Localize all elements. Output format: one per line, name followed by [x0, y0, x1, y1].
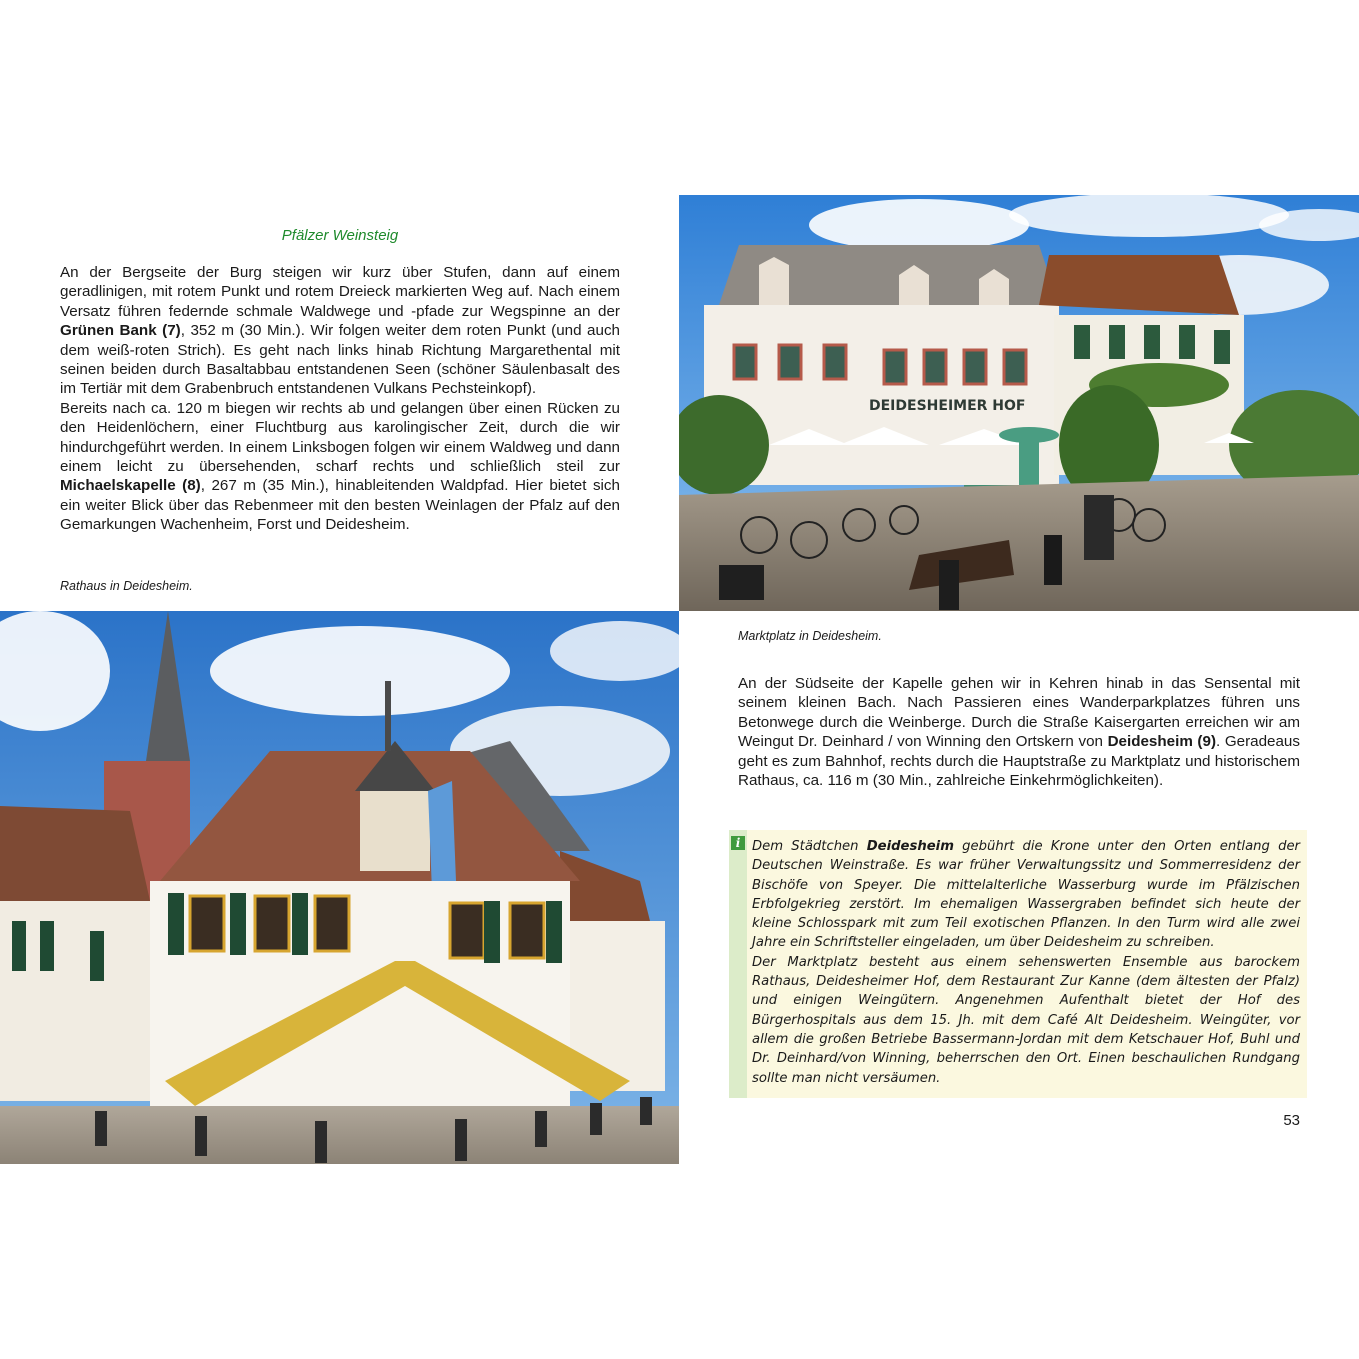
left-paragraph: An der Bergseite der Burg steigen wir kurz über Stufen, dann auf einem geradlinigen, mit rotem Punkt und rotem Dreieck markierten Weg auf. Nach einem Versatz führen federnde schmale Waldwege und -pfade zur Wegspinne an der Grünen Bank (7), 352 m (30 Min.). Wir folgen weiter dem roten Punkt (und auch dem weiß-roten Strich). Es geht nach links hinab Richtung Margarethental mit seinen beiden durch Basaltabbau entstandenen Seen (schöner Säulenbasalt des im Tertiär mit dem Grabenbruch entstandenen Vulkans Pechsteinkopf). Bereits nach ca. 120 m biegen wir rechts ab und gelangen über einen Rücken zu den Heidenlöchern, einer Fluchtburg aus karolingischer Zeit, durch die wir hindurchgeführt werden. In einem Linksbogen folgen wir einem Waldweg und dann einem leicht zu übersehenden, scharf rechts und schließlich steil zur Michaelskapelle (8), 267 m (35 Min.), hinableitenden Waldpfad. Hier bietet sich ein weiter Blick über das Rebenmeer mit den besten Weinlagen der Pfalz auf den Gemarkungen Wachenheim, Forst und Deidesheim.: [60, 264, 620, 534]
bold-term: Grünen Bank (7): [60, 322, 181, 340]
bold-term: Deidesheim (9): [1107, 733, 1216, 751]
info-strip: [729, 830, 747, 1098]
info-paragraph: Dem Städtchen Deidesheim gebührt die Krone unter den Orten entlang der Deutschen Weinstraße. Es war früher Verwaltungssitz und Sommerresidenz der Bischöfe von Speyer. Die mittelalterliche Wasserburg wurde im Pfälzischen Erbfolgekrieg zerstört. Im ehemaligen Wassergraben befindet sich heute der kleine Schlosspark mit zum Teil exotischen Pflanzen. In den Turm wird alle zwei Jahre ein Schriftsteller eingeladen, um über Deidesheim zu schreiben. Der Marktplatz besteht aus einem sehenswerten Ensemble aus barockem Rathaus, Deidesheimer Hof, dem Restaurant Zur Kanne (dem ältesten der Pfalz) und einigen Weingütern. Angenehmen Aufenthalt bietet der Hof des Bürgerhospitals aus dem 15. Jh. mit dem Café Alt Deidesheim. Weingüter, vor allem die großen Betriebe Bassermann-Jordan mit dem Ketschauer Hof, Buhl und Dr. Deinhard/von Winning, beherrschen den Ort. Einen beschaulichen Rundgang sollte man nicht versäumen.: [752, 839, 1300, 1086]
bold-term: Deidesheim: [866, 839, 954, 854]
hotel-sign-text: DEIDESHEIMER HOF: [869, 398, 1026, 414]
bold-term: Michaelskapelle (8): [60, 477, 201, 495]
caption-marktplatz: Marktplatz in Deidesheim.: [738, 629, 882, 643]
info-box: [729, 830, 1307, 1098]
info-icon: i: [731, 836, 745, 850]
caption-rathaus: Rathaus in Deidesheim.: [60, 579, 193, 593]
marktplatz-photo: [679, 195, 1359, 611]
right-paragraph: An der Südseite der Kapelle gehen wir in Kehren hinab in das Sensental mit seinem kleinen Bach. Nach Passieren eines Wanderparkplatzes führen uns Betonwege durch die Weinberge. Durch die Straße Kaisergarten erreichen wir am Weingut Dr. Deinhard / von Winning den Ortskern von Deidesheim (9). Geradeaus geht es zum Bahnhof, rechts durch die Hauptstraße zu Marktplatz und historischem Rathaus, ca. 116 m (30 Min., zahlreiche Einkehrmöglichkeiten).: [738, 675, 1300, 790]
page-number: 53: [1283, 1112, 1300, 1129]
rathaus-photo: [0, 611, 679, 1164]
section-title: Pfälzer Weinsteig: [281, 227, 399, 244]
